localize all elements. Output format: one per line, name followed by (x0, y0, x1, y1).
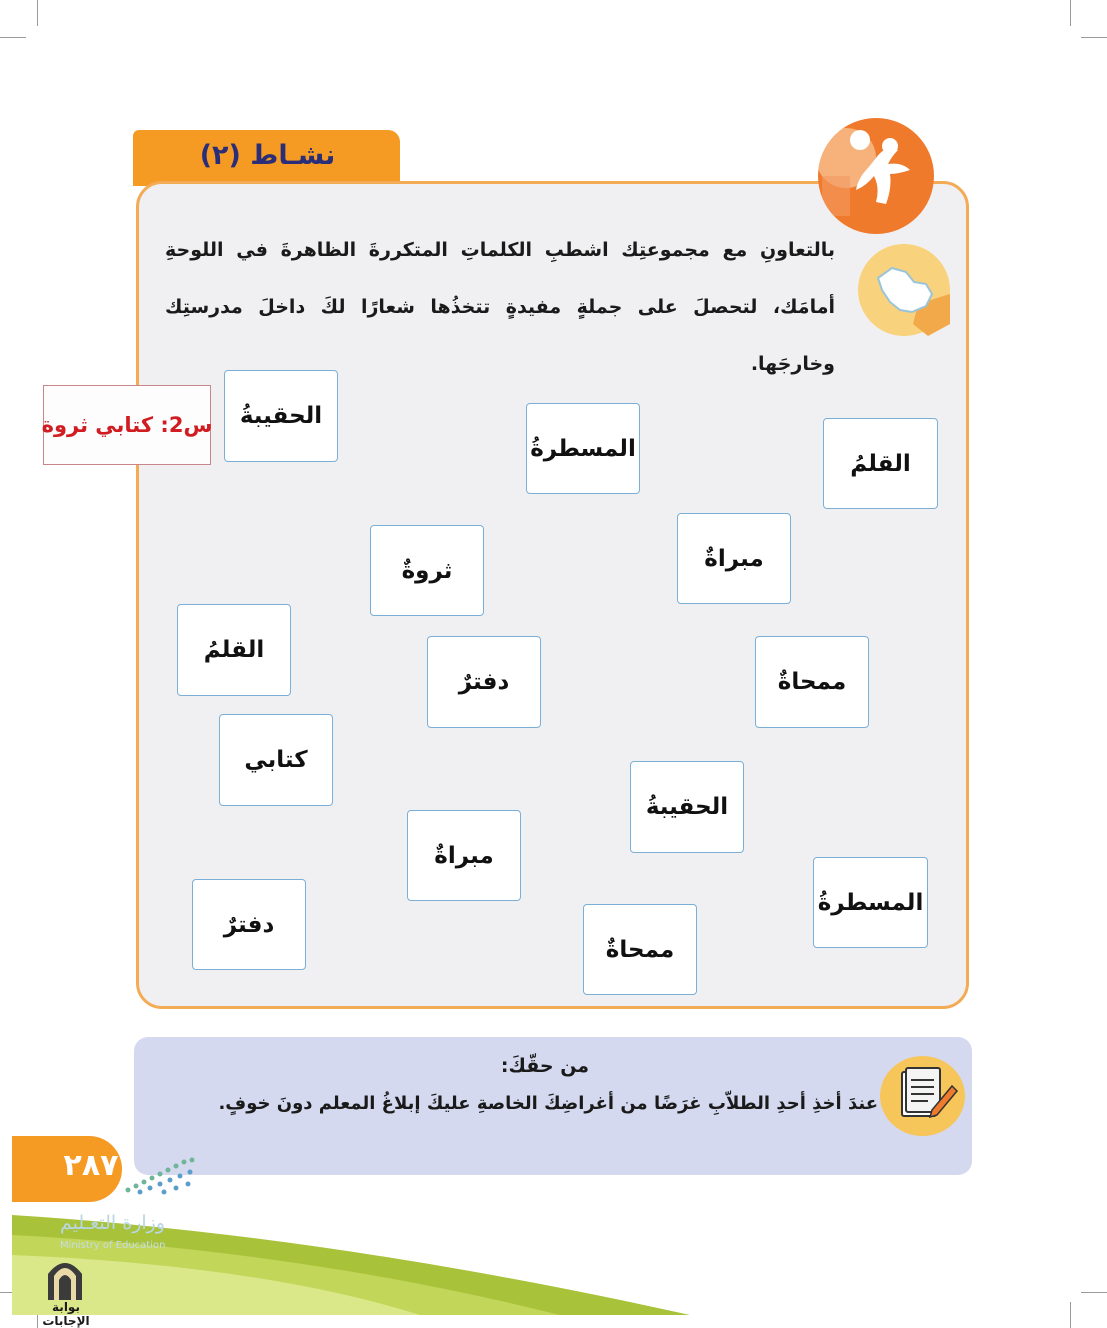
word-card[interactable]: دفترٌ (427, 636, 541, 728)
portal-label: بوابة الإجابات (42, 1300, 90, 1328)
word-card[interactable]: دفترٌ (192, 879, 306, 970)
word-card[interactable]: المسطرةُ (813, 857, 928, 948)
ministry-name-en: Ministry of Education (60, 1240, 166, 1251)
word-card[interactable]: مبراةٌ (677, 513, 791, 604)
word-card[interactable]: مبراةٌ (407, 810, 521, 901)
page-number: ٢٨٧ (63, 1148, 119, 1183)
activity-title: نشـاط (٢) (199, 140, 336, 171)
portal-gate-icon (44, 1256, 86, 1300)
word-card[interactable]: القلمُ (177, 604, 291, 696)
crop-mark (0, 37, 26, 38)
saudi-map-icon (858, 244, 950, 336)
word-card[interactable]: المسطرةُ (526, 403, 640, 494)
crop-mark (1070, 1302, 1071, 1328)
answer-box: س2: كتابي ثروة (43, 385, 211, 465)
word-card[interactable]: ممحاةٌ (755, 636, 869, 728)
activity-instruction: بالتعاونِ مع مجموعتِك اشطبِ الكلماتِ المتكررةَ الظاهرةَ في اللوحةِ أمامَك، لتحصلَ على جملةٍ مفيدةٍ تتخذُها شعارًا لكَ داخلَ مدرستِك وخارجَها. (165, 239, 835, 375)
crop-mark (1081, 37, 1107, 38)
rights-title: من حقّكَ: (500, 1055, 590, 1077)
crop-mark (37, 0, 38, 26)
word-card[interactable]: كتابي (219, 714, 333, 806)
word-card[interactable]: ممحاةٌ (583, 904, 697, 995)
crop-mark (1081, 1292, 1107, 1293)
word-card[interactable]: الحقيبةُ (224, 370, 338, 462)
celebration-badge-icon (818, 118, 934, 234)
word-card[interactable]: القلمُ (823, 418, 938, 509)
notepad-pencil-icon (880, 1056, 965, 1136)
ministry-name-ar: وزارة التعـليم (60, 1212, 166, 1234)
crop-mark (1070, 0, 1071, 26)
ministry-logo-icon (120, 1156, 198, 1198)
word-card[interactable]: ثروةٌ (370, 525, 484, 616)
word-card[interactable]: الحقيبةُ (630, 761, 744, 853)
rights-text: عندَ أخذِ أحدِ الطلاّبِ غرَضًا من أغراضِكَ الخاصةِ عليكَ إبلاغُ المعلم دونَ خوفٍ. (218, 1093, 878, 1114)
